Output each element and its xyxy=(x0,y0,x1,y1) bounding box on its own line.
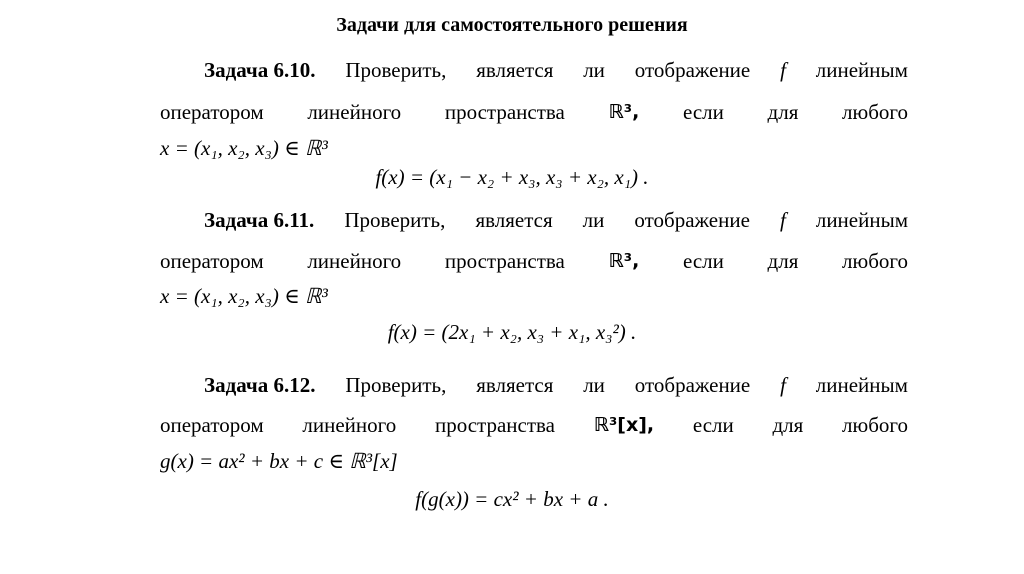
problem-6-11-line1 xyxy=(204,207,908,233)
word: для xyxy=(767,249,799,273)
problem-label: Задача 6.11. xyxy=(204,208,315,232)
word: Проверить, xyxy=(344,208,446,232)
space-symbol: ℝ³, xyxy=(608,101,640,123)
word: f xyxy=(779,208,786,232)
problem-label: Задача 6.12. xyxy=(204,373,316,397)
problem-6-11-line2 xyxy=(160,248,908,274)
word: оператором xyxy=(160,413,264,437)
word: ли xyxy=(582,208,605,232)
problem-6-12-formula: f(g(x)) = cx² + bx + a . xyxy=(415,487,609,511)
word: отображение xyxy=(634,208,750,232)
problem-6-10-domain: x = (x₁, x₂, x₃) ∈ ℝ³ xyxy=(160,136,328,160)
word: если xyxy=(682,249,724,273)
problem-6-10-line2 xyxy=(160,99,908,125)
word: является xyxy=(476,373,554,397)
word: f xyxy=(780,373,786,397)
word: пространства xyxy=(444,100,565,124)
word: ли xyxy=(583,373,605,397)
word: Проверить, xyxy=(345,373,447,397)
word: f xyxy=(780,58,786,82)
space-symbol: ℝ³, xyxy=(608,250,640,272)
problem-6-11-formula: f(x) = (2x₁ + x₂, x₃ + x₁, x₃²) . xyxy=(387,320,637,344)
word: любого xyxy=(842,249,908,273)
word: является xyxy=(475,208,553,232)
problem-6-10-formula: f(x) = (x₁ − x₂ + x₃, x₃ + x₂, x₁) . xyxy=(375,165,649,189)
word: если xyxy=(692,413,734,437)
problem-6-12-line2 xyxy=(160,412,908,438)
word: любого xyxy=(842,413,908,437)
word: линейным xyxy=(815,58,908,82)
word: Проверить, xyxy=(345,58,447,82)
word: пространства xyxy=(434,413,555,437)
problem-6-12-line1 xyxy=(204,372,908,398)
problem-6-10-line1 xyxy=(204,57,908,83)
word: для xyxy=(767,100,799,124)
problem-6-12-domain: g(x) = ax² + bx + c ∈ ℝ³[x] xyxy=(160,449,398,473)
word: линейного xyxy=(302,413,397,437)
problem-label: Задача 6.10. xyxy=(204,58,316,82)
word: линейным xyxy=(815,373,908,397)
word: пространства xyxy=(444,249,565,273)
word: линейного xyxy=(307,100,402,124)
word: является xyxy=(476,58,554,82)
problem-6-11-domain: x = (x₁, x₂, x₃) ∈ ℝ³ xyxy=(160,284,328,308)
word: отображение xyxy=(634,373,751,397)
page-title: Задачи для самостоятельного решения xyxy=(336,14,688,36)
word: для xyxy=(772,413,804,437)
word: оператором xyxy=(160,249,264,273)
word: линейным xyxy=(815,208,908,232)
word: линейного xyxy=(307,249,402,273)
word: ли xyxy=(583,58,605,82)
word: отображение xyxy=(634,58,751,82)
word: если xyxy=(682,100,724,124)
space-symbol: ℝ³[x], xyxy=(593,414,655,436)
word: любого xyxy=(842,100,908,124)
word: оператором xyxy=(160,100,264,124)
